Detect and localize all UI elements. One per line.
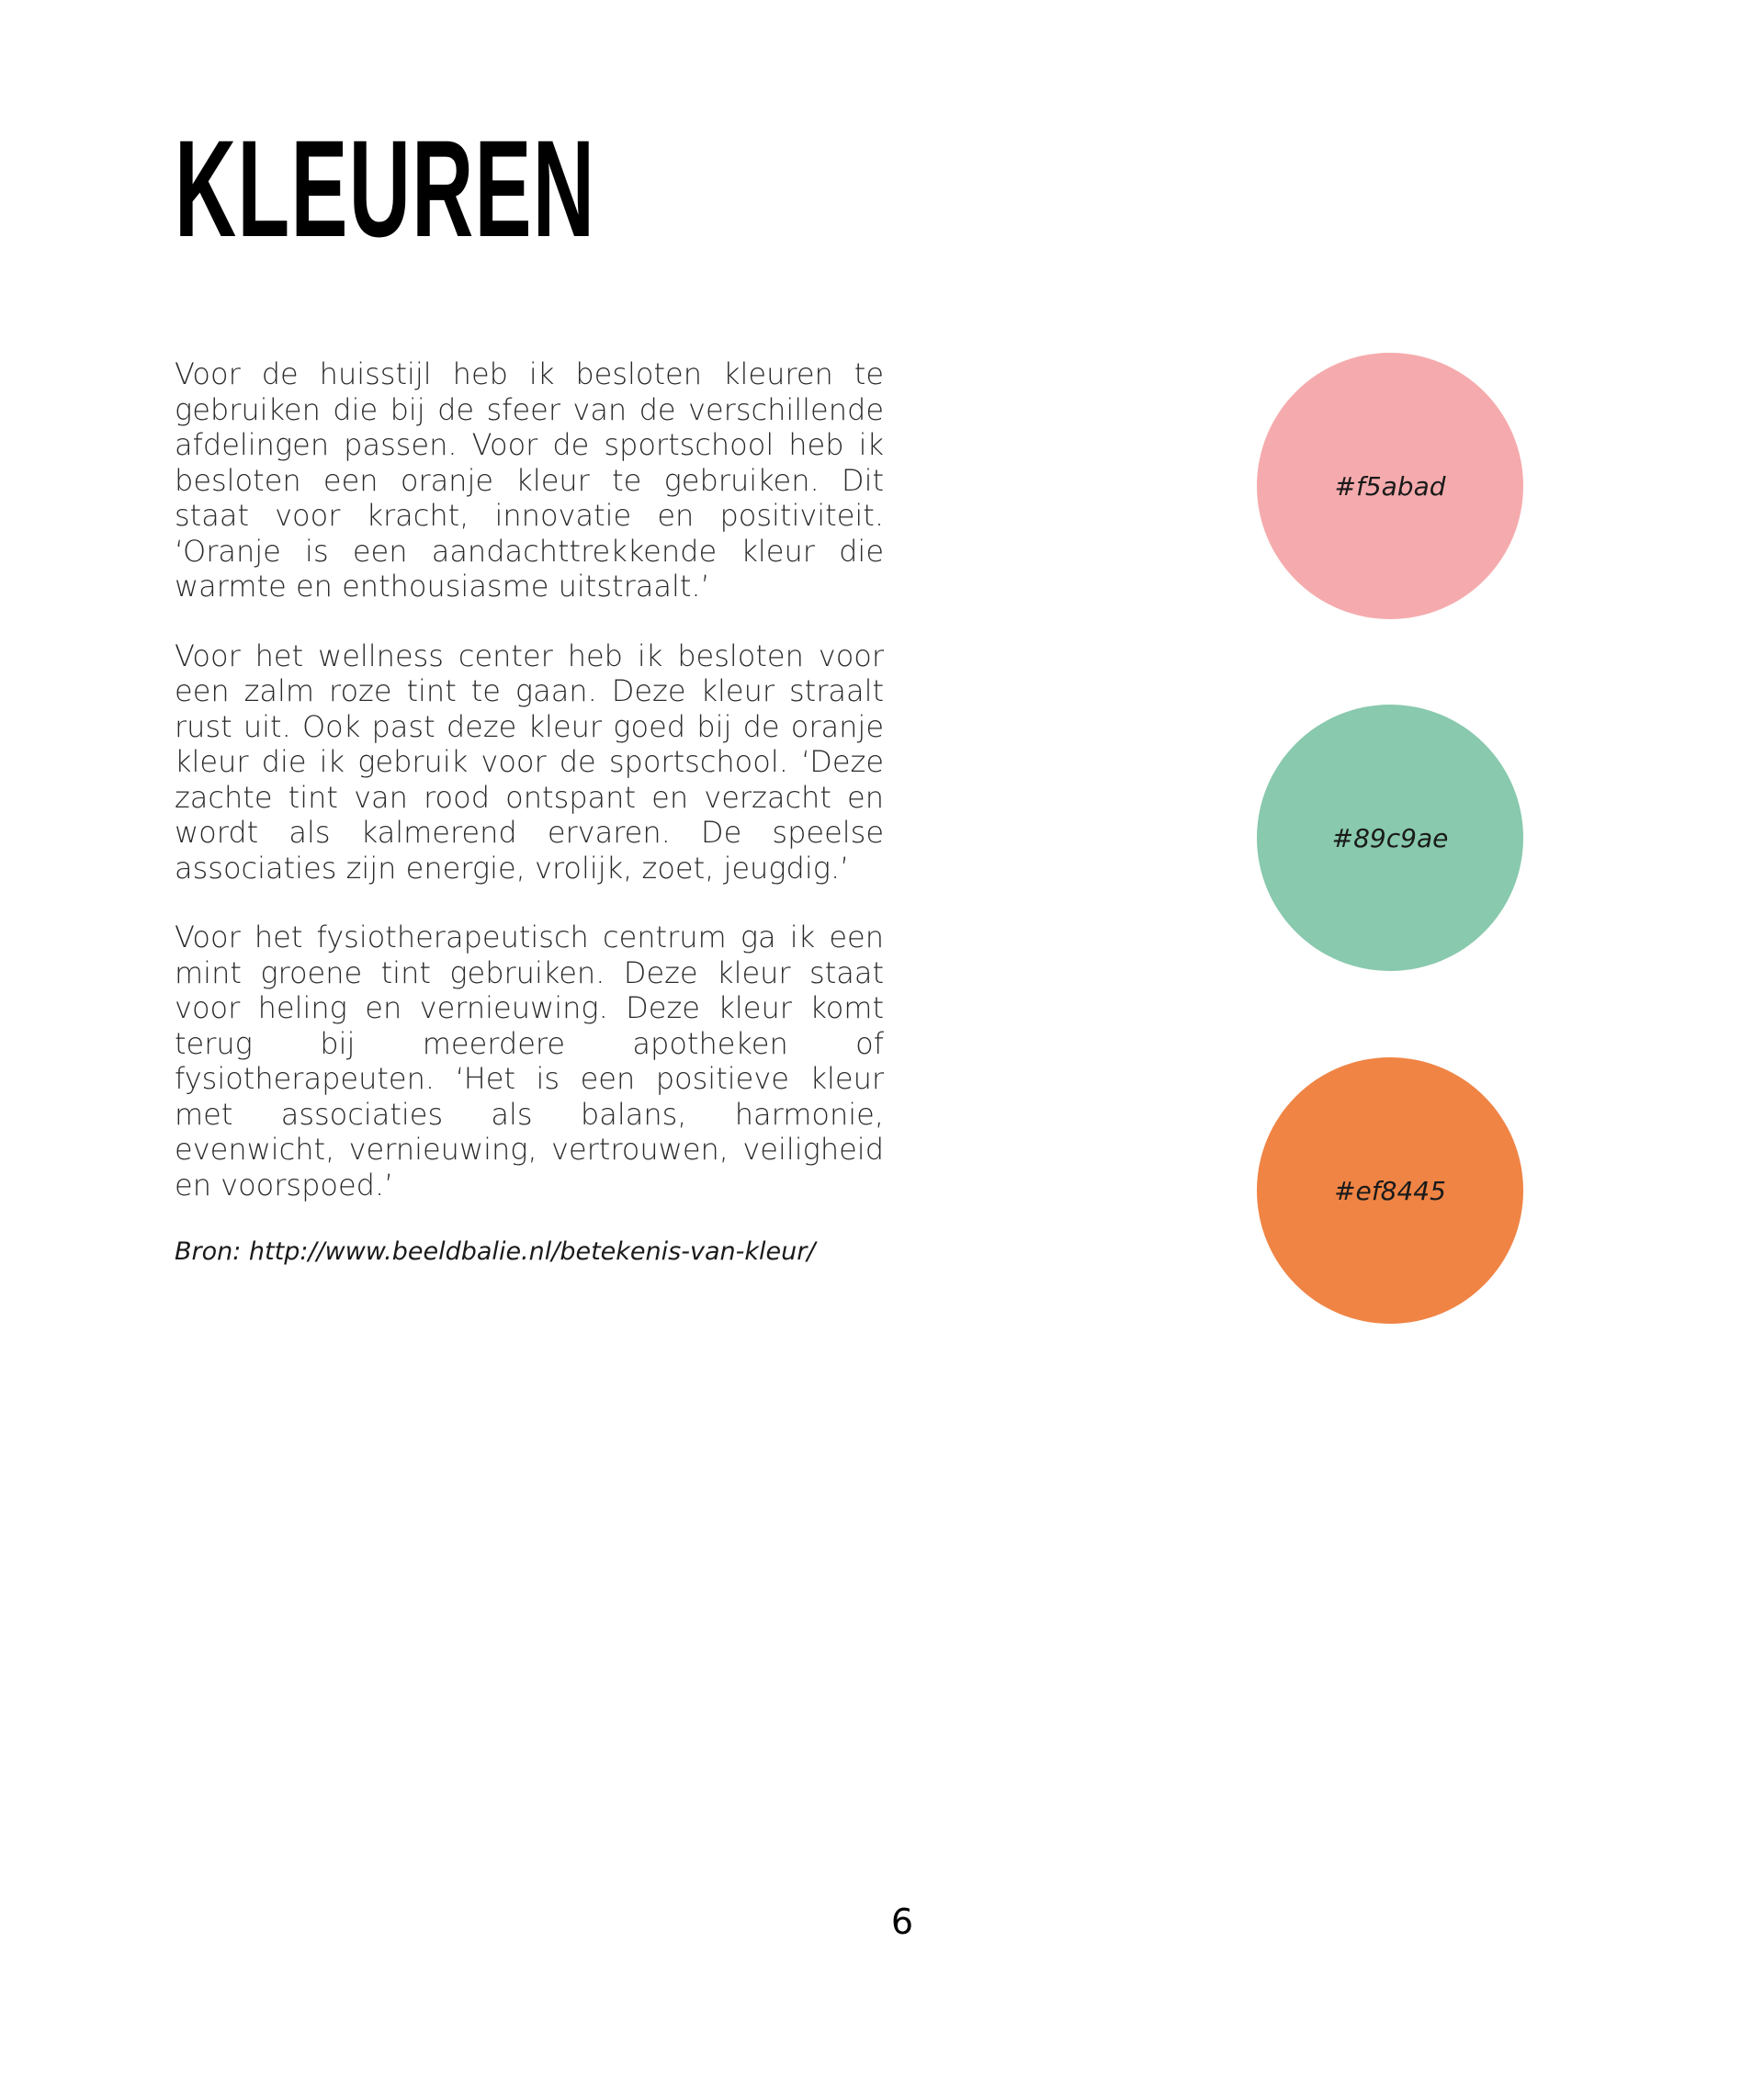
color-swatch-mint bbox=[1257, 705, 1523, 971]
paragraph-sportschool: Voor de huisstijl heb ik besloten kleuren te gebruiken die bij de sfeer van de verschillende afdelingen passen. Voor de sportschool heb ik besloten een oranje kleur te gebruiken. Dit staat voor kracht, innovatie en positiviteit. ‘Oranje is een aandachttrekkende kleur die warmte en enthousiasme uitstraalt.’ bbox=[175, 356, 884, 604]
color-swatch-pink bbox=[1257, 353, 1523, 619]
source-citation: Bron: http://www.beeldbalie.nl/betekenis-van-kleur/ bbox=[175, 1237, 816, 1266]
paragraph-fysiotherapie: Voor het fysiotherapeutisch centrum ga ik een mint groene tint gebruiken. Deze kleur staat voor heling en vernieuwing. Deze kleur komt terug bij meerdere apotheken of fysiotherapeuten. ‘Het is een positieve kleur met associaties als balans, harmonie, evenwicht, vernieuwing, vertrouwen, veiligheid en voorspoed.’ bbox=[175, 920, 884, 1202]
body-text bbox=[175, 356, 884, 1268]
swatch-label-pink: #f5abad bbox=[1334, 470, 1446, 502]
color-swatch-orange bbox=[1257, 1057, 1523, 1324]
paragraph-wellness: Voor het wellness center heb ik besloten voor een zalm roze tint te gaan. Deze kleur straalt rust uit. Ook past deze kleur goed bij de oranje kleur die ik gebruik voor de sportschool. ‘Deze zachte tint van rood ontspant en verzacht en wordt als kalmerend ervaren. De speelse associaties zijn energie, vrolijk, zoet, jeugdig.’ bbox=[175, 638, 884, 886]
swatch-label-mint: #89c9ae bbox=[1331, 822, 1449, 853]
page-number: 6 bbox=[890, 1902, 914, 1942]
swatch-label-orange: #ef8445 bbox=[1334, 1175, 1446, 1206]
page-title: KLEUREN bbox=[175, 111, 596, 265]
